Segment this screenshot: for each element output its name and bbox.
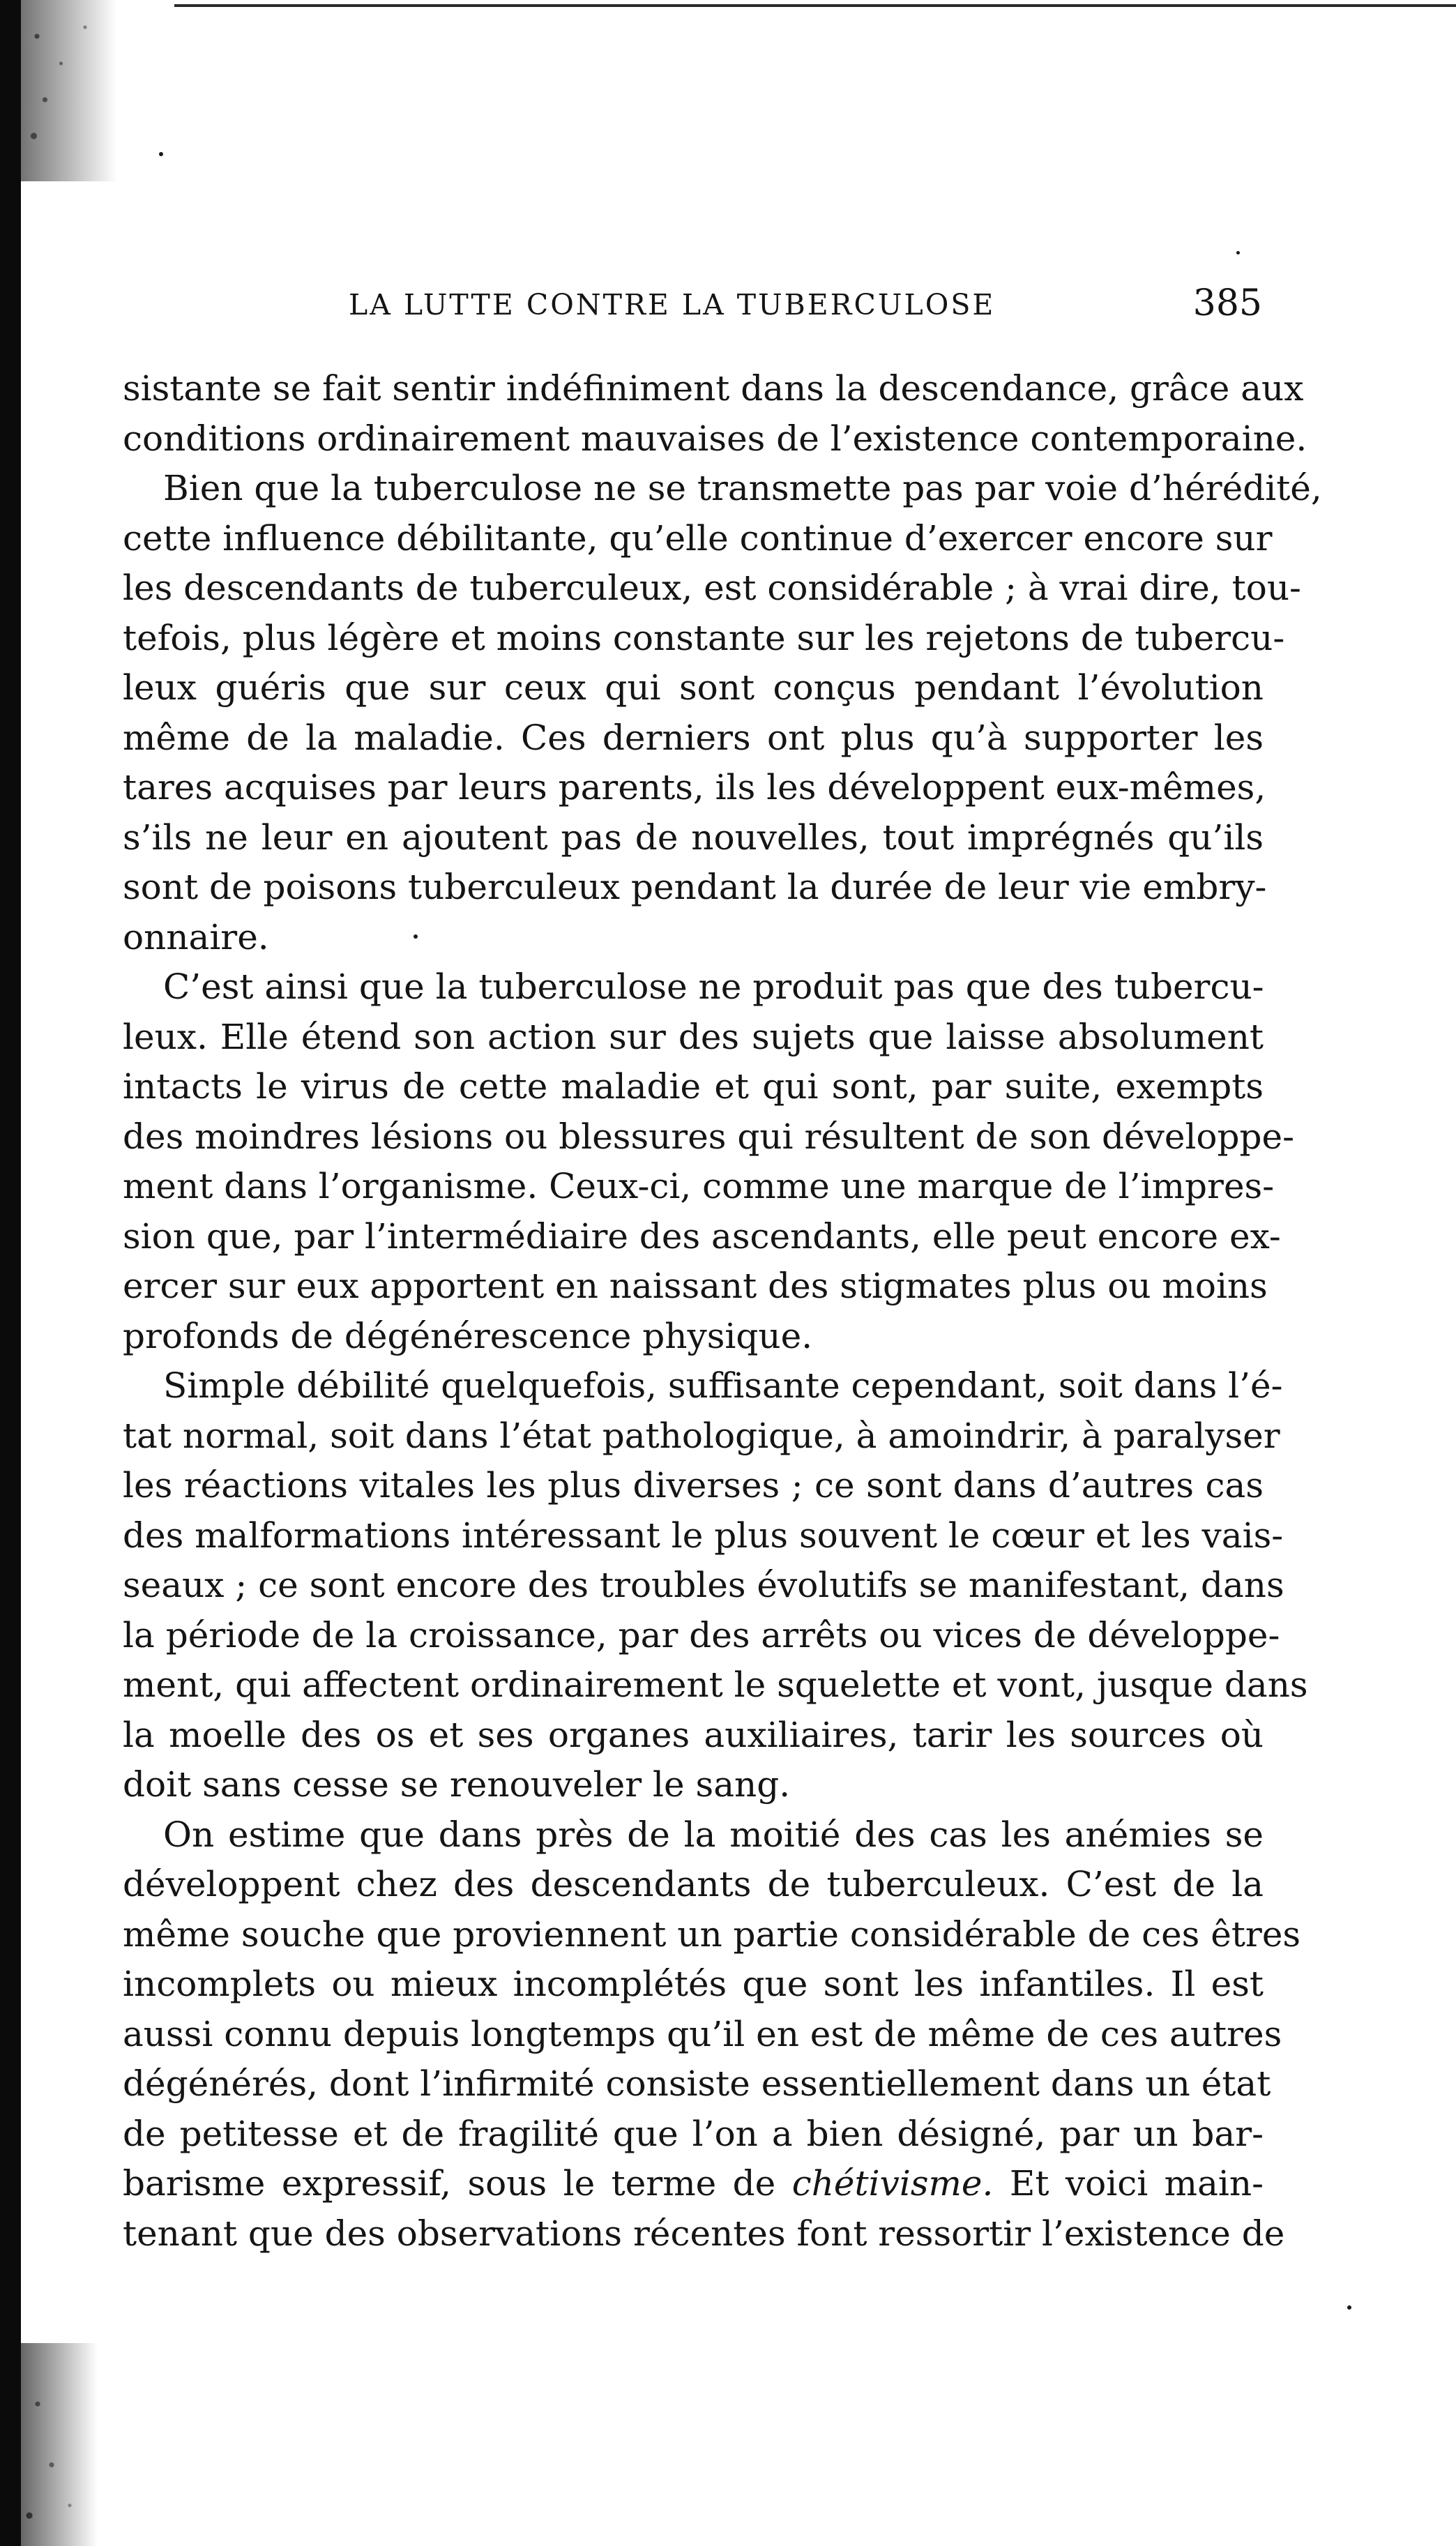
page-number: 385 — [1192, 282, 1262, 324]
text-line: tenant que des observations récentes font ressortir l’existence de — [123, 2213, 1285, 2254]
scan-binding-edge — [0, 0, 21, 2546]
text-line: On estime que dans près de la moitié des cas les anémies se — [163, 1814, 1264, 1855]
text-line: même de la maladie. Ces derniers ont plus qu’à supporter les — [123, 717, 1264, 758]
text-line: tat normal, soit dans l’état pathologique, à amoindrir, à paralyser — [123, 1415, 1280, 1456]
body-text — [123, 364, 1322, 2259]
text-line: tefois, plus légère et moins constante sur les rejetons de tubercu- — [123, 617, 1285, 658]
text-line: C’est ainsi que la tuberculose ne produit pas que des tubercu- — [163, 967, 1264, 1007]
text-line: ment dans l’organisme. Ceux-ci, comme une marque de l’impres- — [123, 1166, 1275, 1206]
text-line: sont de poisons tuberculeux pendant la durée de leur vie embry- — [123, 867, 1267, 907]
text-line: doit sans cesse se renouveler le sang. — [123, 1764, 791, 1805]
text-line: sion que, par l’intermédiaire des ascendants, elle peut encore ex- — [123, 1215, 1281, 1257]
text-line: leux. Elle étend son action sur des sujets que laisse absolument — [123, 1016, 1264, 1057]
text-line — [123, 2159, 1264, 2209]
running-title: LA LUTTE CONTRE LA TUBERCULOSE — [349, 288, 996, 321]
text-line: même souche que proviennent un partie considérable de ces êtres — [123, 1914, 1301, 1955]
text-line: incomplets ou mieux incomplétés que sont les infantiles. Il est — [123, 1964, 1264, 2004]
text-line: profonds de dégénérescence physique. — [123, 1315, 813, 1356]
text-line: des moindres lésions ou blessures qui résultent de son développe- — [123, 1116, 1295, 1157]
text-line: onnaire. — [123, 916, 269, 957]
text-line: dégénérés, dont l’infirmité consiste essentiellement dans un état — [123, 2063, 1271, 2104]
text-line: les descendants de tuberculeux, est considérable ; à vrai dire, tou- — [123, 568, 1301, 608]
text-line: la moelle des os et ses organes auxiliaires, tarir les sources où — [123, 1714, 1264, 1755]
text-line: tares acquises par leurs parents, ils les développent eux-mêmes, — [123, 767, 1266, 808]
text-line: cette influence débilitante, qu’elle continue d’exercer encore sur — [123, 517, 1273, 559]
text-line: leux guéris que sur ceux qui sont conçus pendant l’évolution — [123, 667, 1264, 708]
text-line: de petitesse et de fragilité que l’on a bien désigné, par un bar- — [123, 2113, 1264, 2154]
text-line: des malformations intéressant le plus souvent le cœur et les vais- — [123, 1515, 1284, 1556]
text-line: Simple débilité quelquefois, suffisante cependant, soit dans l’é- — [163, 1365, 1283, 1406]
scan-noise-bottom — [21, 2343, 160, 2546]
italic-term: chétivisme. — [791, 2163, 994, 2204]
text-segment: Et voici main- — [993, 2163, 1264, 2204]
page-header — [349, 282, 1262, 331]
text-line: développent chez des descendants de tuberculeux. C’est de la — [123, 1864, 1264, 1904]
text-line: les réactions vitales les plus diverses ; ce sont dans d’autres cas — [123, 1465, 1264, 1506]
scan-noise-top — [21, 0, 181, 181]
stray-mark — [159, 152, 163, 156]
text-line: ercer sur eux apportent en naissant des stigmates plus ou moins — [123, 1266, 1268, 1306]
text-line: ment, qui affectent ordinairement le squelette et vont, jusque dans — [123, 1665, 1308, 1705]
text-line: intacts le virus de cette maladie et qui sont, par suite, exempts — [123, 1066, 1264, 1107]
text-line: seaux ; ce sont encore des troubles évolutifs se manifestant, dans — [123, 1565, 1284, 1605]
text-segment: barisme expressif, sous le terme de — [123, 2163, 776, 2204]
text-line: s’ils ne leur en ajoutent pas de nouvelles, tout imprégnés qu’ils — [123, 817, 1264, 858]
text-line: la période de la croissance, par des arrêts ou vices de développe- — [123, 1614, 1280, 1655]
text-line: Bien que la tuberculose ne se transmette pas par voie d’hérédité, — [163, 468, 1322, 508]
text-line: aussi connu depuis longtemps qu’il en est de même de ces autres — [123, 2013, 1282, 2054]
scan-top-rule — [174, 4, 1456, 7]
text-line: conditions ordinairement mauvaises de l’existence contemporaine. — [123, 418, 1307, 459]
stray-mark — [1347, 2305, 1351, 2310]
stray-mark — [1236, 251, 1240, 255]
text-line: sistante se fait sentir indéfiniment dans la descendance, grâce aux — [123, 368, 1304, 409]
